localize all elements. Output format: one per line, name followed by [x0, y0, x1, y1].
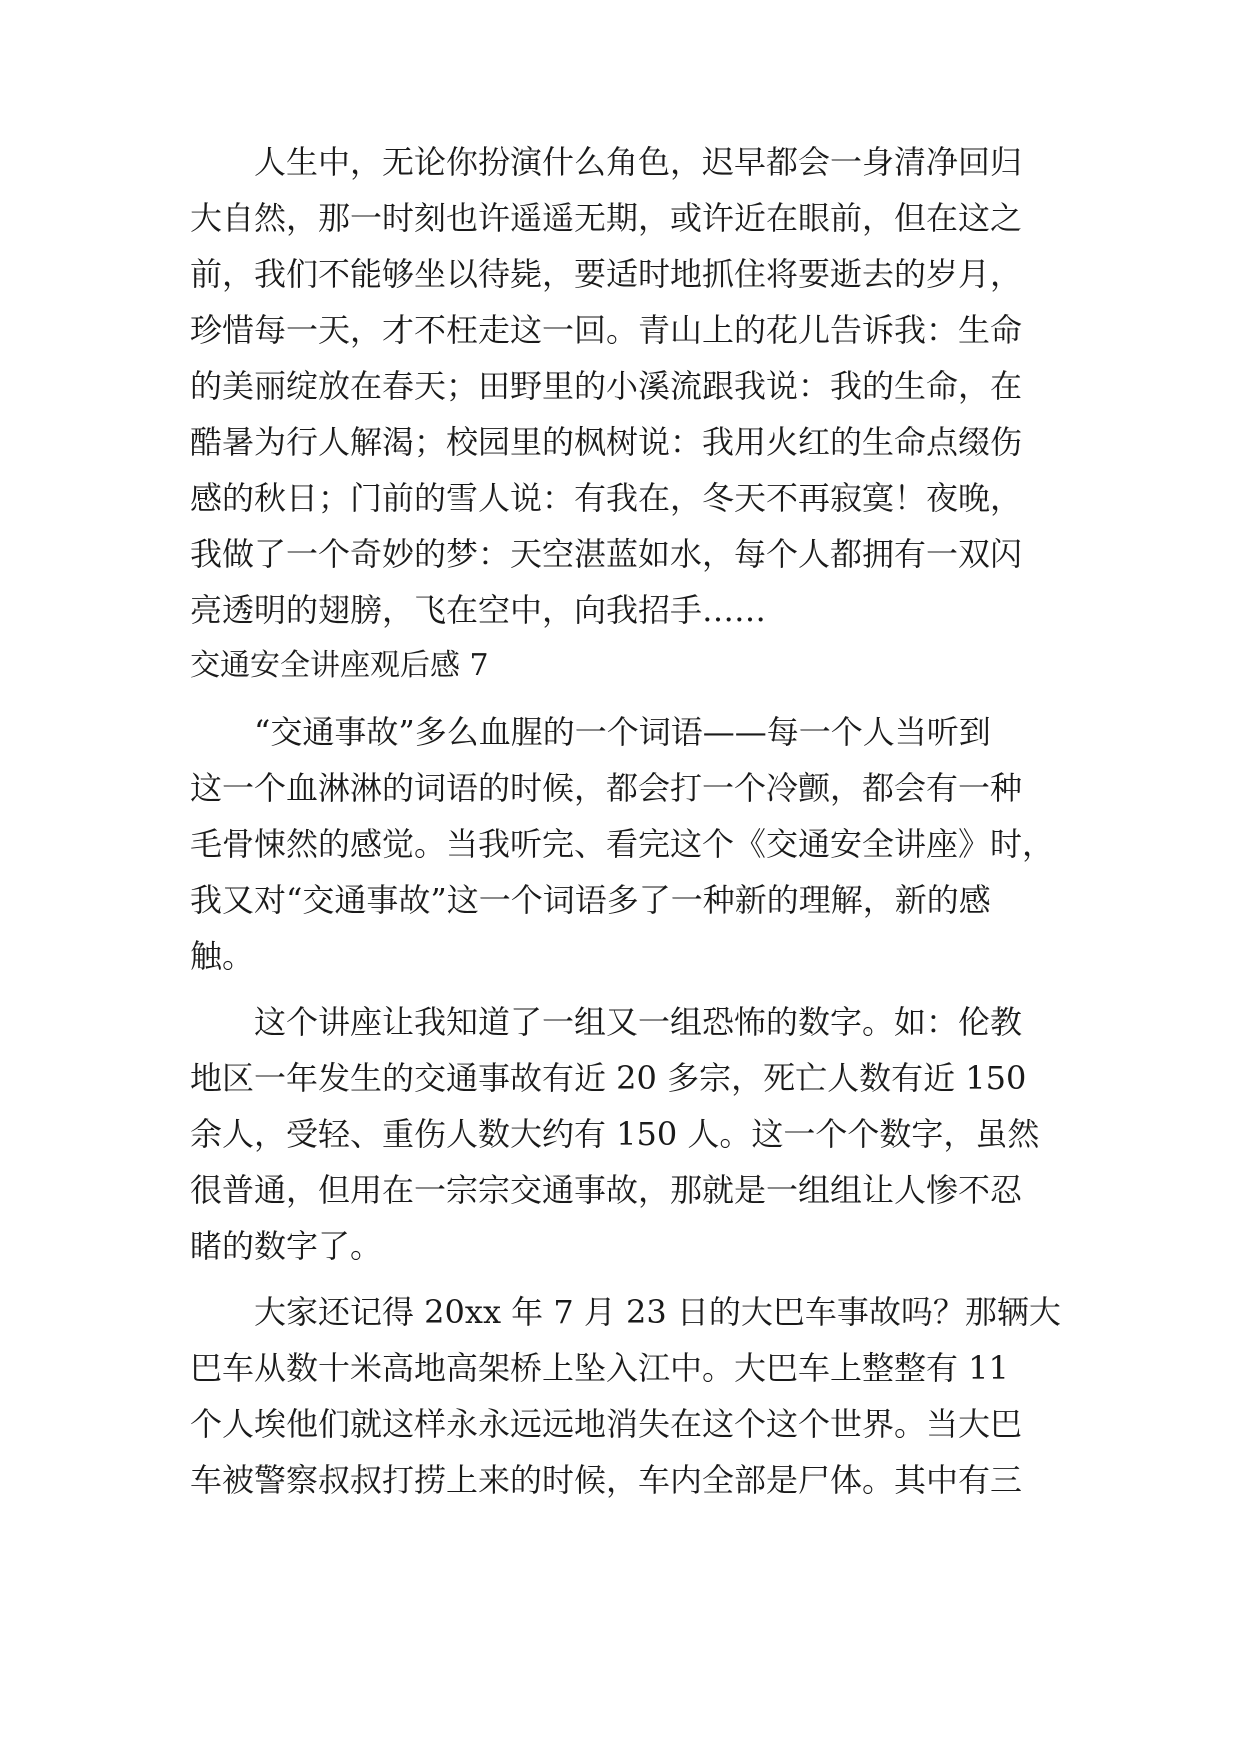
paragraph-3-line-5: 睹的数字了。: [190, 1227, 383, 1265]
paragraph-3-line-2: 地区一年发生的交通事故有近 20 多宗，死亡人数有近 150: [190, 1059, 1027, 1097]
paragraph-3-line-4: 很普通，但用在一宗宗交通事故，那就是一组组让人惨不忍: [190, 1171, 1023, 1209]
paragraph-1-line-3: 前，我们不能够坐以待毙，要适时地抓住将要逝去的岁月，: [190, 255, 1023, 293]
paragraph-4-line-2: 巴车从数十米高地高架桥上坠入江中。大巴车上整整有 11: [190, 1349, 1009, 1387]
paragraph-1-line-9: 亮透明的翅膀，飞在空中，向我招手……: [190, 591, 767, 629]
paragraph-3-line-3: 余人，受轻、重伤人数大约有 150 人。这一个个数字，虽然: [190, 1115, 1040, 1153]
paragraph-1-line-7: 感的秋日；门前的雪人说：有我在，冬天不再寂寞！夜晚，: [190, 479, 1023, 517]
paragraph-4-line-3: 个人埃他们就这样永永远远地消失在这个这个世界。当大巴: [190, 1405, 1023, 1443]
paragraph-1-line-6: 酷暑为行人解渴；校园里的枫树说：我用火红的生命点缀伤: [190, 423, 1023, 461]
paragraph-1-line-4: 珍惜每一天，才不枉走这一回。青山上的花儿告诉我：生命: [190, 311, 1023, 349]
paragraph-3-line-1: 这个讲座让我知道了一组又一组恐怖的数字。如：伦教: [190, 1003, 1023, 1041]
paragraph-2-line-2: 这一个血淋淋的词语的时候，都会打一个冷颤，都会有一种: [190, 769, 1023, 807]
section-title: 交通安全讲座观后感 7: [190, 648, 489, 683]
paragraph-1-line-8: 我做了一个奇妙的梦：天空湛蓝如水，每个人都拥有一双闪: [190, 535, 1023, 573]
paragraph-4-line-4: 车被警察叔叔打捞上来的时候，车内全部是尸体。其中有三: [190, 1461, 1023, 1499]
paragraph-4-line-1: 大家还记得 20xx 年 7 月 23 日的大巴车事故吗？那辆大: [190, 1293, 1061, 1331]
paragraph-2-line-4: 我又对“交通事故”这一个词语多了一种新的理解，新的感: [190, 881, 991, 919]
paragraph-1-line-2: 大自然，那一时刻也许遥遥无期，或许近在眼前，但在这之: [190, 199, 1023, 237]
paragraph-2-line-3: 毛骨悚然的感觉。当我听完、看完这个《交通安全讲座》时，: [190, 825, 1055, 863]
paragraph-2-line-5: 触。: [190, 937, 255, 975]
paragraph-1-line-1: 人生中，无论你扮演什么角色，迟早都会一身清净回归: [190, 143, 1023, 181]
paragraph-1-line-5: 的美丽绽放在春天；田野里的小溪流跟我说：我的生命，在: [190, 367, 1023, 405]
paragraph-2-line-1: “交通事故”多么血腥的一个词语——每一个人当听到: [190, 713, 991, 751]
